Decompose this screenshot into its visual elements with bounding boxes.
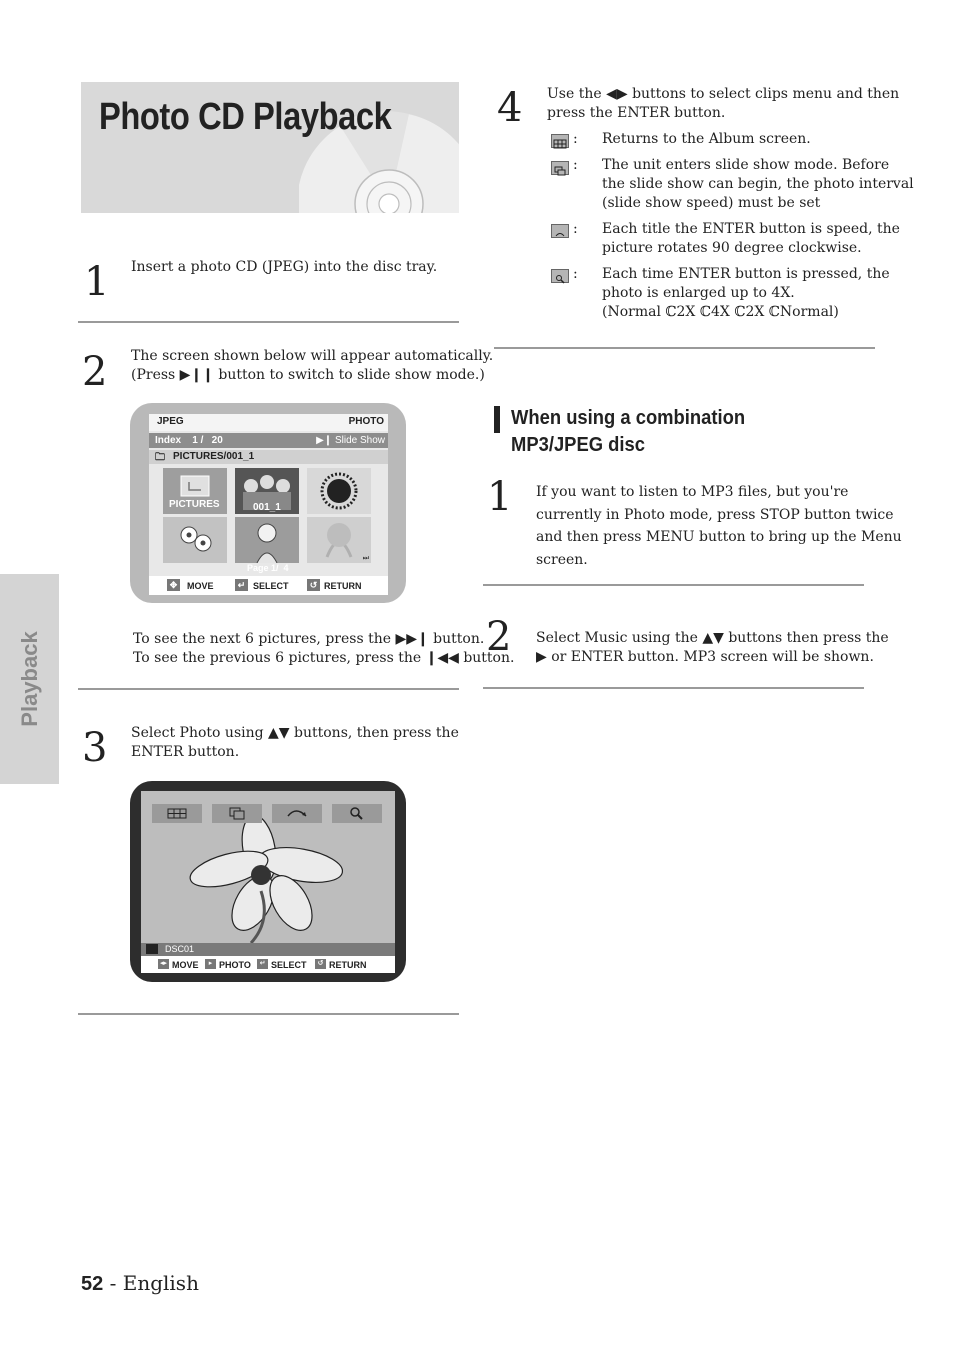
- album-button[interactable]: [152, 804, 202, 823]
- jpeg-header: [149, 414, 388, 431]
- combo-step-1-line: screen.: [536, 551, 588, 568]
- combo-step-1-text: [536, 481, 902, 571]
- page-indicator: Page 1/ 4: [247, 563, 289, 573]
- slideshow-label: ▶❙ Slide Show: [316, 435, 385, 446]
- step-4-text: [547, 85, 899, 123]
- heading-bar: [494, 406, 500, 433]
- folder-icon: 🗀: [155, 452, 165, 463]
- side-tab-label: Playback: [16, 631, 42, 727]
- divider: [78, 321, 459, 323]
- thumb-001-label: 001_1: [253, 502, 281, 513]
- zoom-icon: [551, 269, 569, 283]
- next-pictures-text: To see the next 6 pictures, press the ▶▶❙ button.: [133, 631, 485, 647]
- rotate-icon: [551, 224, 569, 238]
- zoom-desc-line: Each time ENTER button is pressed, the: [602, 266, 890, 282]
- album-desc: [602, 130, 811, 149]
- thumb-flowers[interactable]: [163, 517, 227, 563]
- album-desc-line: Returns to the Album screen.: [602, 131, 811, 147]
- section-heading-line-1: When using a combination: [511, 407, 746, 429]
- thumb-tree[interactable]: [307, 517, 371, 563]
- slideshow-desc-line: The unit enters slide show mode. Before: [602, 157, 890, 173]
- rotate-desc: [602, 220, 900, 258]
- select-icon: ↵: [257, 959, 268, 969]
- prev-pictures-text: To see the previous 6 pictures, press the ❙◀◀ button.: [133, 650, 515, 666]
- section-heading-line-2: MP3/JPEG disc: [511, 434, 645, 456]
- divider: [78, 688, 459, 690]
- thumb-sun[interactable]: [307, 468, 371, 514]
- return-icon: ↺: [315, 959, 326, 969]
- rotate-desc-line: Each title the ENTER button is speed, the: [602, 221, 900, 237]
- step-1-text: Insert a photo CD (JPEG) into the disc tray.: [131, 259, 438, 275]
- slideshow-desc-line: the slide show can begin, the photo interval: [602, 176, 914, 192]
- image-icon: [146, 944, 158, 954]
- divider: [494, 347, 875, 349]
- step-3-line-2: ENTER button.: [131, 744, 240, 760]
- slideshow-desc-line: (slide show speed) must be set: [602, 195, 821, 211]
- filename-bar: [141, 943, 395, 956]
- step-3-number: 3: [82, 725, 108, 771]
- return-label: RETURN: [324, 581, 362, 591]
- thumb-pictures[interactable]: [163, 468, 227, 514]
- photo-label: PHOTO: [219, 960, 251, 970]
- combo-step-1-number: 1: [487, 474, 513, 520]
- zoom-desc: [602, 265, 890, 322]
- jpeg-footer: [149, 576, 388, 595]
- step-2-line-2: (Press ▶❙❙ button to switch to slide show mode.): [131, 367, 485, 383]
- move-icon: ✥: [167, 579, 180, 591]
- step-2-number: 2: [82, 349, 108, 395]
- divider: [483, 687, 864, 689]
- folder-bar: [149, 450, 388, 464]
- photo-icon: ▸: [205, 959, 216, 969]
- step-3-text: [131, 724, 459, 762]
- slideshow-icon: [551, 161, 569, 175]
- jpeg-screen: [130, 403, 406, 603]
- step-1-number: 1: [84, 259, 110, 305]
- photo-filename: DSC01: [165, 944, 195, 954]
- colon: :: [573, 131, 578, 147]
- album-icon: [551, 134, 569, 148]
- jpeg-label: JPEG: [157, 416, 184, 427]
- step-3-line-1: Select Photo using ▲▼ buttons, then press the: [131, 725, 459, 741]
- thumb-001[interactable]: [235, 468, 299, 514]
- combo-step-2-text: [536, 629, 889, 667]
- zoom-desc-line: photo is enlarged up to 4X.: [602, 285, 795, 301]
- colon: :: [573, 221, 578, 237]
- move-icon: ◂▸: [159, 960, 168, 967]
- slideshow-desc: [602, 156, 914, 213]
- rotate-desc-line: picture rotates 90 degree clockwise.: [602, 240, 862, 256]
- page-title: Photo CD Playback: [99, 96, 392, 138]
- page-bar: [149, 565, 388, 575]
- step-4-line-2: press the ENTER button.: [547, 105, 726, 121]
- thumb-girl[interactable]: [235, 517, 299, 563]
- next-page-icon[interactable]: ⏭: [362, 555, 369, 562]
- photo-footer: [141, 956, 395, 973]
- colon: :: [573, 157, 578, 173]
- title-banner: [81, 82, 459, 213]
- footer-language: - English: [103, 1271, 199, 1295]
- slideshow-button[interactable]: [212, 804, 262, 823]
- move-label: MOVE: [187, 581, 214, 591]
- combo-step-1-line: and then press MENU button to bring up the Menu: [536, 529, 902, 545]
- combo-step-2-line: ▶ or ENTER button. MP3 screen will be shown.: [536, 649, 874, 665]
- combo-step-1-line: currently in Photo mode, press STOP button twice: [536, 506, 894, 523]
- colon: :: [573, 266, 578, 282]
- divider: [483, 584, 864, 586]
- page-nav-text: [133, 630, 514, 668]
- return-icon: ↺: [307, 579, 320, 591]
- step-4-number: 4: [497, 85, 523, 131]
- photo-label: PHOTO: [348, 416, 384, 427]
- index-bar: [149, 433, 388, 448]
- divider: [78, 1013, 459, 1015]
- return-label: RETURN: [329, 960, 367, 970]
- combo-step-2-number: 2: [486, 614, 512, 660]
- step-2-text: [131, 347, 493, 385]
- zoom-desc-line: (Normal ℂ2X ℂ4X ℂ2X ℂNormal): [602, 304, 839, 320]
- index-text: Index 1 / 20: [155, 435, 223, 446]
- combo-step-1-line: If you want to listen to MP3 files, but you're: [536, 484, 849, 500]
- page-footer: [81, 1271, 199, 1296]
- side-tab: [0, 574, 59, 784]
- section-heading: [511, 405, 787, 459]
- combo-step-2-line: Select Music using the ▲▼ buttons then press the: [536, 630, 889, 646]
- select-label: SELECT: [253, 581, 289, 591]
- rotate-button[interactable]: [272, 804, 322, 823]
- step-2-line-1: The screen shown below will appear automatically.: [131, 348, 494, 364]
- zoom-button[interactable]: [332, 804, 382, 823]
- select-icon: ↵: [235, 579, 248, 591]
- move-label: MOVE: [172, 960, 199, 970]
- step-4-line-1: Use the ◀▶ buttons to select clips menu and then: [547, 86, 900, 102]
- select-label: SELECT: [271, 960, 307, 970]
- thumb-pictures-label: PICTURES: [169, 499, 220, 510]
- folder-path: PICTURES/001_1: [173, 451, 255, 462]
- photo-screen: [130, 781, 406, 982]
- page-number: 52: [81, 1273, 104, 1295]
